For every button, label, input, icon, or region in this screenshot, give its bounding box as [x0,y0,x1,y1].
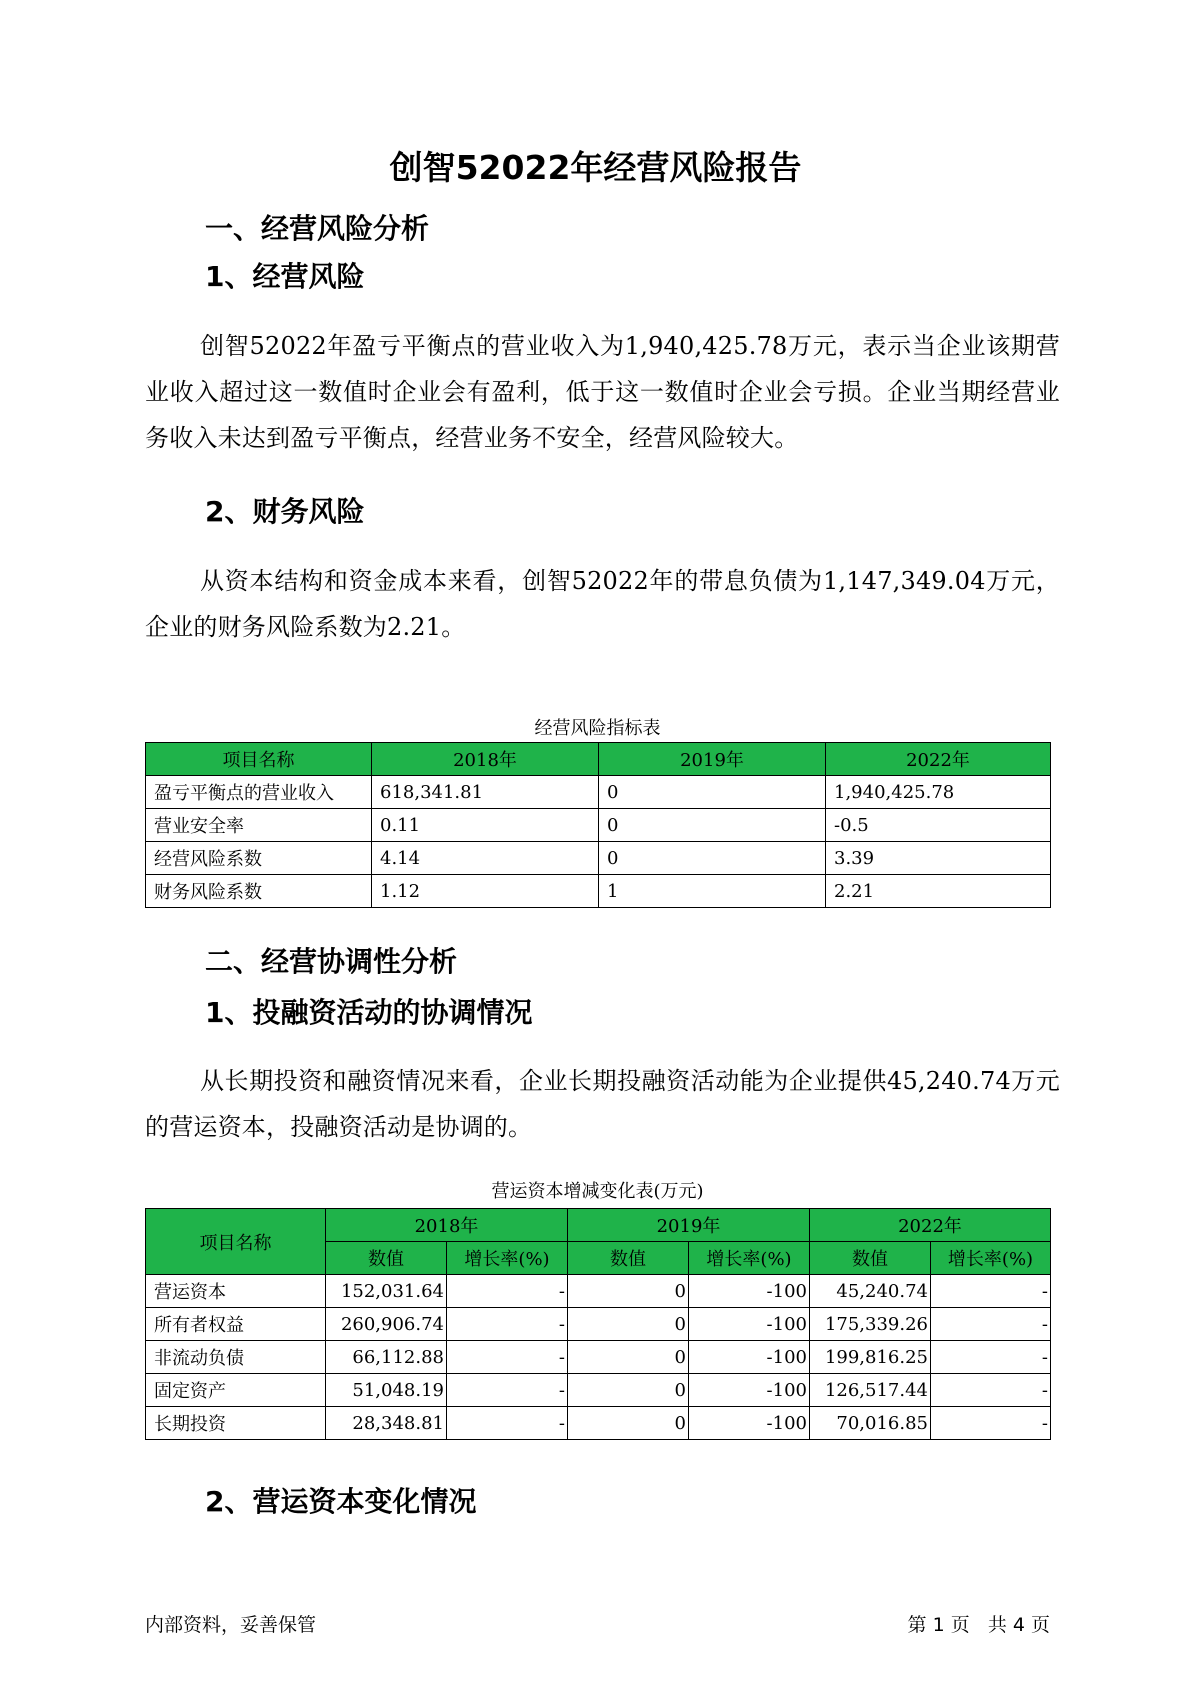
table-row [146,875,1051,908]
table-cell: - [447,1275,568,1308]
table-cell: 618,341.81 [372,776,599,809]
table-header-cell: 2018年 [326,1209,568,1242]
table-cell: 盈亏平衡点的营业收入 [146,776,372,809]
table-cell: - [447,1407,568,1440]
table-cell: 0 [568,1407,689,1440]
table-cell: 1 [599,875,826,908]
table-cell: -0.5 [826,809,1051,842]
table-header-cell: 2019年 [568,1209,810,1242]
table-cell: 1,940,425.78 [826,776,1051,809]
table-cell: 0.11 [372,809,599,842]
table-header-cell: 项目名称 [146,743,372,776]
table-cell: -100 [689,1275,810,1308]
subsection-2-2-heading: 2、营运资本变化情况 [205,1485,477,1518]
table-header-cell: 2018年 [372,743,599,776]
table-row [146,1275,1051,1308]
table-header-row [146,1209,1051,1242]
table-cell: 70,016.85 [810,1407,931,1440]
table-cell: 0 [568,1341,689,1374]
table-cell: 非流动负债 [146,1341,326,1374]
table-cell: 所有者权益 [146,1308,326,1341]
table-row [146,842,1051,875]
table-cell: 长期投资 [146,1407,326,1440]
table-cell: - [931,1341,1051,1374]
financial-risk-paragraph: 从资本结构和资金成本来看，创智52022年的带息负债为1,147,349.04万元，企业的财务风险系数为2.21。 [145,567,1060,641]
table-cell: 175,339.26 [810,1308,931,1341]
table-cell: 28,348.81 [326,1407,447,1440]
table-cell: -100 [689,1308,810,1341]
table-cell: 199,816.25 [810,1341,931,1374]
table-cell: 营业安全率 [146,809,372,842]
table-cell: 经营风险系数 [146,842,372,875]
table-cell: - [447,1374,568,1407]
footer-page-number: 第 1 页 共 4 页 [907,1614,1050,1636]
table-cell: 0 [568,1374,689,1407]
table-cell: 126,517.44 [810,1374,931,1407]
risk-indicator-table [145,742,1051,908]
table-cell: 0 [599,809,826,842]
table-header-cell: 增长率(%) [931,1242,1051,1275]
table-cell: - [447,1308,568,1341]
subsection-1-1-heading: 1、经营风险 [205,260,365,293]
table-cell: 0 [599,776,826,809]
table-row [146,1407,1051,1440]
table-cell: - [447,1341,568,1374]
subsection-1-2-heading: 2、财务风险 [205,495,365,528]
table-cell: 营运资本 [146,1275,326,1308]
table-cell: 66,112.88 [326,1341,447,1374]
operating-risk-paragraph: 创智52022年盈亏平衡点的营业收入为1,940,425.78万元，表示当企业该期营业收入超过这一数值时企业会有盈利，低于这一数值时企业会亏损。企业当期经营业务收入未达到盈亏平衡点，经营业务不安全，经营风险较大。 [145,332,1060,452]
section-2-heading: 二、经营协调性分析 [205,945,458,978]
table-cell: 0 [568,1308,689,1341]
working-capital-table-caption: 营运资本增减变化表(万元) [491,1181,704,1202]
table-cell: 45,240.74 [810,1275,931,1308]
table-header-cell: 增长率(%) [447,1242,568,1275]
table-cell: 0 [568,1275,689,1308]
table-cell: 3.39 [826,842,1051,875]
table-cell: - [931,1374,1051,1407]
table-header-cell: 数值 [326,1242,447,1275]
table-header-cell: 项目名称 [146,1209,326,1275]
subsection-2-1-heading: 1、投融资活动的协调情况 [205,996,533,1029]
table-cell: 2.21 [826,875,1051,908]
table-cell: - [931,1308,1051,1341]
table-header-cell: 数值 [810,1242,931,1275]
table-row [146,1374,1051,1407]
table-cell: - [931,1407,1051,1440]
table-header-row [146,743,1051,776]
working-capital-table [145,1208,1051,1440]
document-title: 创智52022年经营风险报告 [389,148,802,187]
table-cell: -100 [689,1407,810,1440]
risk-table-caption: 经营风险指标表 [534,718,661,739]
table-row [146,809,1051,842]
table-row [146,776,1051,809]
table-cell: 4.14 [372,842,599,875]
investment-financing-paragraph: 从长期投资和融资情况来看，企业长期投融资活动能为企业提供45,240.74万元的营运资本，投融资活动是协调的。 [145,1067,1060,1141]
table-cell: 1.12 [372,875,599,908]
table-cell: -100 [689,1341,810,1374]
table-cell: 0 [599,842,826,875]
table-cell: 152,031.64 [326,1275,447,1308]
table-header-cell: 数值 [568,1242,689,1275]
table-header-cell: 2019年 [599,743,826,776]
table-header-cell: 2022年 [826,743,1051,776]
table-cell: 51,048.19 [326,1374,447,1407]
section-1-heading: 一、经营风险分析 [205,212,430,245]
table-row [146,1341,1051,1374]
footer-confidential-note: 内部资料，妥善保管 [145,1614,317,1636]
table-cell: 财务风险系数 [146,875,372,908]
table-row [146,1308,1051,1341]
table-header-cell: 增长率(%) [689,1242,810,1275]
table-cell: 260,906.74 [326,1308,447,1341]
table-cell: - [931,1275,1051,1308]
table-cell: 固定资产 [146,1374,326,1407]
table-cell: -100 [689,1374,810,1407]
table-header-cell: 2022年 [810,1209,1051,1242]
